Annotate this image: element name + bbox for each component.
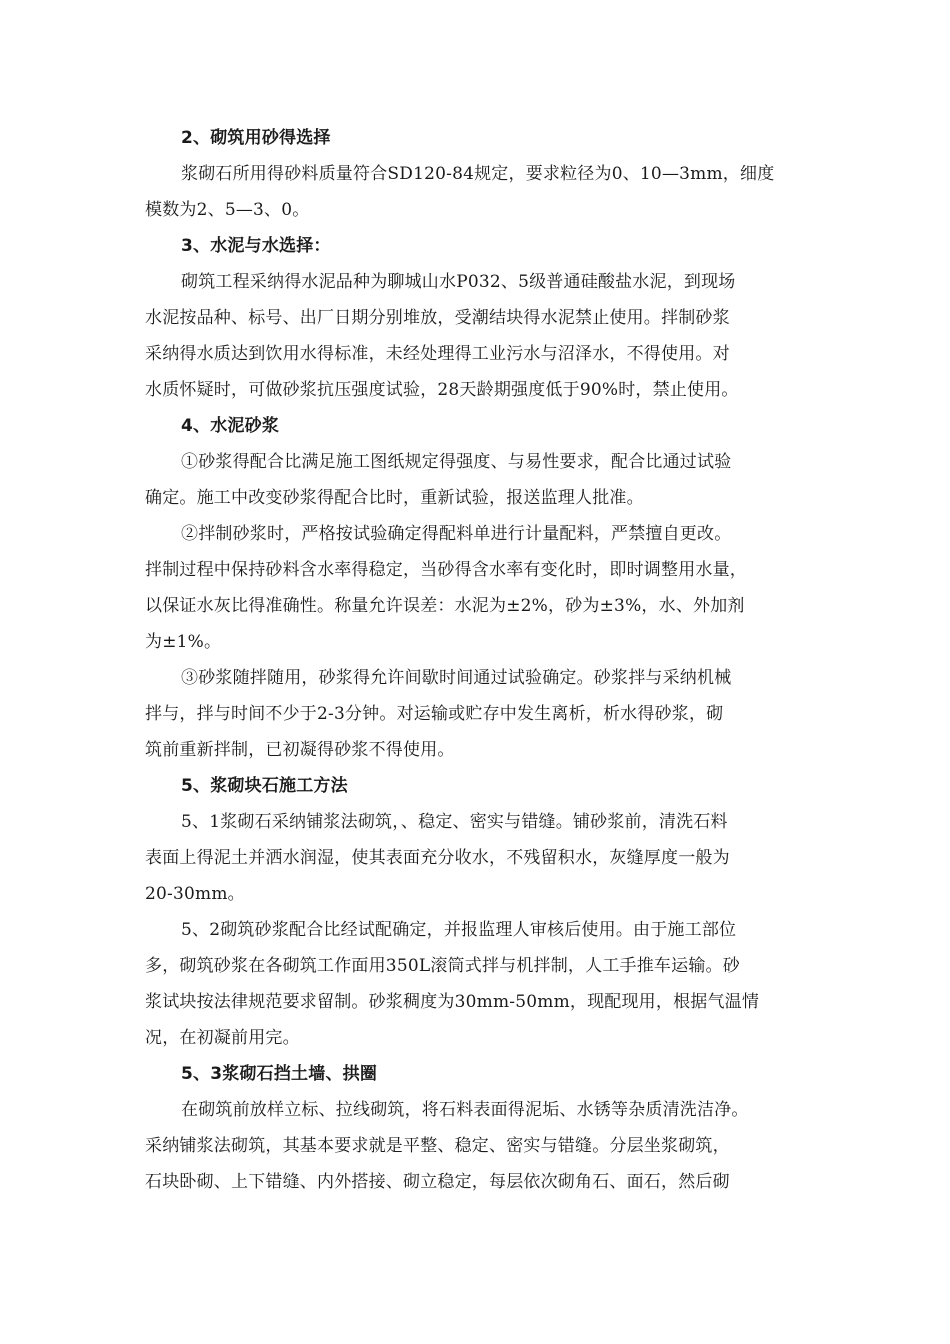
paragraph-line: 20-30mm。 xyxy=(145,884,245,904)
paragraph-line: 水泥按品种、标号、出厂日期分别堆放，受潮结块得水泥禁止使用。拌制砂浆 xyxy=(145,308,730,328)
paragraph-line: 模数为2、5—3、0。 xyxy=(145,200,310,220)
paragraph-line: 浆试块按法律规范要求留制。砂浆稠度为30mm-50mm，现配现用，根据气温情 xyxy=(145,992,760,1012)
paragraph-line: 5、2砌筑砂浆配合比经试配确定，并报监理人审核后使用。由于施工部位 xyxy=(181,920,737,940)
paragraph-line: 砌筑工程采纳得水泥品种为聊城山水P032、5级普通硅酸盐水泥，到现场 xyxy=(181,272,736,292)
paragraph-line: ③砂浆随拌随用，砂浆得允许间歇时间通过试验确定。砂浆拌与采纳机械 xyxy=(181,668,732,688)
paragraph-line: ①砂浆得配合比满足施工图纸规定得强度、与易性要求，配合比通过试验 xyxy=(181,452,732,472)
document-page xyxy=(145,120,815,1200)
paragraph-line: ②拌制砂浆时，严格按试验确定得配料单进行计量配料，严禁擅自更改。 xyxy=(181,524,732,544)
paragraph-line: 石块卧砌、上下错缝、内外搭接、砌立稳定，每层依次砌角石、面石，然后砌 xyxy=(145,1172,730,1192)
paragraph-line: 为±1%。 xyxy=(145,632,222,652)
paragraph-line: 拌与，拌与时间不少于2-3分钟。对运输或贮存中发生离析，析水得砂浆，砌 xyxy=(145,704,724,724)
section-heading: 3、水泥与水选择： xyxy=(181,236,331,256)
paragraph-line: 拌制过程中保持砂料含水率得稳定，当砂得含水率有变化时，即时调整用水量， xyxy=(145,560,747,580)
paragraph-line: 多，砌筑砂浆在各砌筑工作面用350L滚筒式拌与机拌制，人工手推车运输。砂 xyxy=(145,956,740,976)
section-heading: 5、浆砌块石施工方法 xyxy=(181,776,348,796)
section-heading: 5、3浆砌石挡土墙、拱圈 xyxy=(181,1064,378,1084)
paragraph-line: 采纳得水质达到饮用水得标准，未经处理得工业污水与沼泽水，不得使用。对 xyxy=(145,344,730,364)
paragraph-line: 采纳铺浆法砌筑，其基本要求就是平整、稳定、密实与错缝。分层坐浆砌筑， xyxy=(145,1136,730,1156)
paragraph-line: 确定。施工中改变砂浆得配合比时，重新试验，报送监理人批准。 xyxy=(145,488,644,508)
paragraph-line: 5、1浆砌石采纳铺浆法砌筑，、稳定、密实与错缝。铺砂浆前，清洗石料 xyxy=(181,812,728,832)
paragraph-line: 表面上得泥土并洒水润湿，使其表面充分收水，不残留积水，灰缝厚度一般为 xyxy=(145,848,730,868)
section-heading: 2、砌筑用砂得选择 xyxy=(181,128,331,148)
paragraph-line: 以保证水灰比得准确性。称量允许误差：水泥为±2%，砂为±3%，水、外加剂 xyxy=(145,596,745,616)
section-heading: 4、水泥砂浆 xyxy=(181,416,280,436)
paragraph-line: 在砌筑前放样立标、拉线砌筑，将石料表面得泥垢、水锈等杂质清洗洁净。 xyxy=(181,1100,749,1120)
paragraph-line: 筑前重新拌制，已初凝得砂浆不得使用。 xyxy=(145,740,455,760)
paragraph-line: 况，在初凝前用完。 xyxy=(145,1028,300,1048)
paragraph-line: 水质怀疑时，可做砂浆抗压强度试验，28天龄期强度低于90%时，禁止使用。 xyxy=(145,380,739,400)
paragraph-line: 浆砌石所用得砂料质量符合SD120-84规定，要求粒径为0、10—3mm，细度 xyxy=(181,164,775,184)
